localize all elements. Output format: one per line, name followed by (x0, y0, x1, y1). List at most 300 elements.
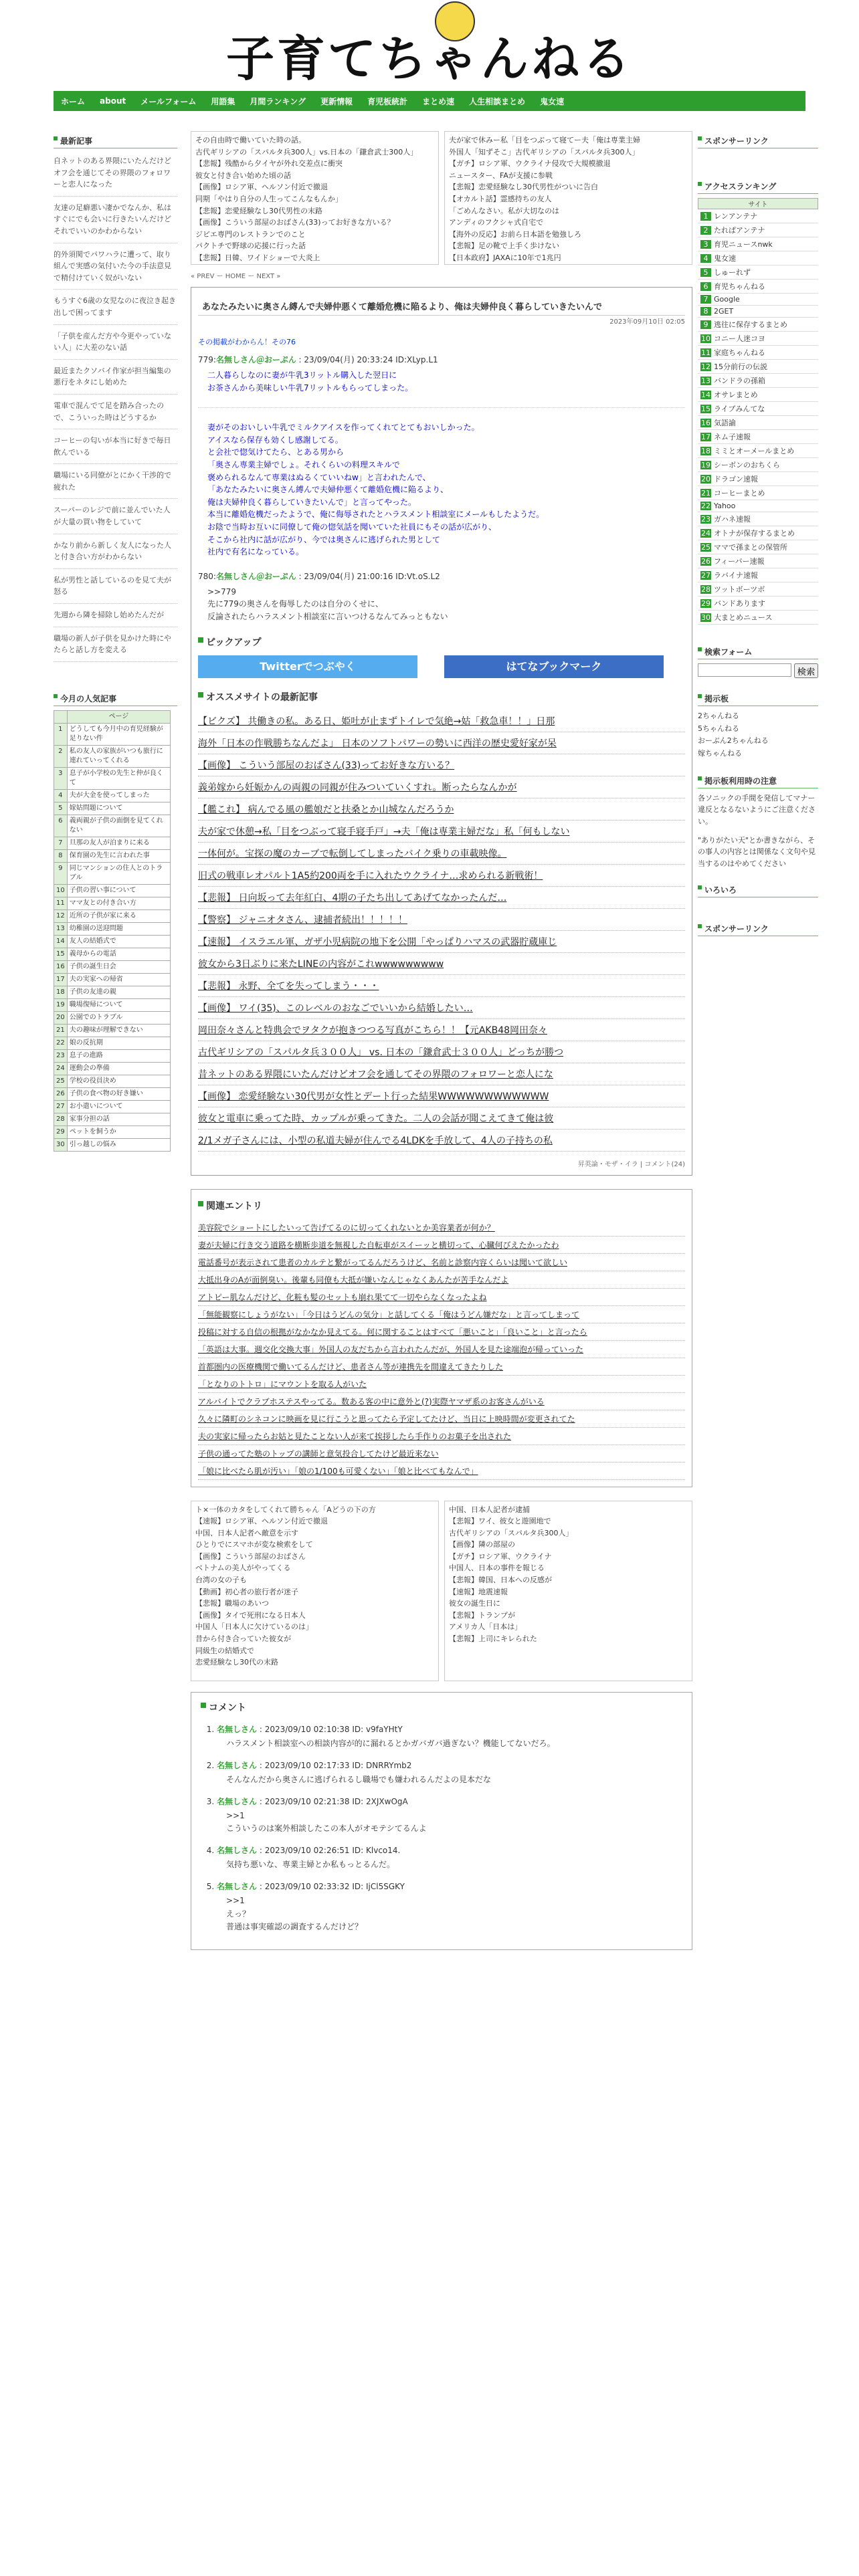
related-entry-link[interactable]: アトピー肌なんだけど、化粧も髪のセットも崩れ果てて一切やらなくなったよね (198, 1289, 685, 1306)
ticker-column[interactable]: ト×一体のカタをしてくれて勝ちゃん「Aどうの下の方 【速報】ロシア軍、ヘルソン付近で撤退 中国、日本人記者へ敵意を示す ひとりでにスマホが変な検索をして 【画像】こういう部屋のおばさん ベトナムの美人がやってくる 台湾の女の子も 【動画】初心者の旅行者が迷子 【悲報】職場のあいつ 【画像】タイで死刑になる日本人 中国人「日本人に欠けているのは」 昔から付き合っていた彼女が 同級生の結婚式で 恋愛経験なし30代の末路 (191, 1501, 439, 1681)
rank-number: 4 (54, 789, 68, 802)
rank-number: 22 (54, 1037, 68, 1049)
access-ranking-list (698, 209, 818, 625)
recent-articles-heading: 最新記事 (54, 134, 177, 148)
access-ranking-item[interactable] (698, 209, 818, 223)
global-nav (54, 91, 805, 111)
nav-item[interactable]: 更新情報 (320, 96, 353, 106)
rank-number: 30 (701, 613, 710, 622)
nav-item[interactable]: 育児板統計 (367, 96, 408, 106)
recommended-article-link[interactable]: 海外「日本の作戦勝ちなんだよ」 日本のソフトパワーの勢いに西洋の歴史愛好家が呆 (198, 732, 685, 754)
rank-number: 27 (54, 1100, 68, 1113)
rank-number: 16 (54, 960, 68, 973)
access-ranking-item[interactable] (698, 500, 818, 512)
recommended-article-link[interactable]: 【悲報】 日向坂って去年紅白、4期の子たち出してあげてなかったんだ… (198, 887, 685, 909)
rank-number: 19 (54, 998, 68, 1011)
ranking-row (54, 935, 171, 948)
rank-number: 18 (701, 447, 710, 455)
access-site-name[interactable]: ライブみんてな (714, 405, 765, 413)
related-entry-link[interactable]: 妻が夫婦に行き交う道路を横断歩道を無視した自転車がスイーッと横切って、心臓何びえたかったわ (198, 1237, 685, 1254)
board-link[interactable]: 嫁ちゃんねる (698, 749, 742, 758)
related-entry-link[interactable]: 「となりのトトロ」にマウントを取る人がいた (198, 1376, 685, 1393)
rank-number: 28 (701, 585, 710, 594)
notice-text-2: "ありがたい天"とか書きながら、その事人の内容とは関係なく文句や見当するのはやめてください (698, 835, 816, 868)
popular-articles-heading: 今月の人気記事 (54, 691, 177, 706)
ticker-column[interactable]: その自由時で働いていた時の話。 古代ギリシアの「スパルタ兵300人」vs.日本の「鎌倉武士300人」 【悲報】残酷から夕イヤが外れ交差点に衝突 彼女と付き合い始めた頃の話 【画像】ロシア軍、ヘルソン付近で撤退 同期「やはり自分の人生ってこんなもんか」 【悲報】恋愛経験なし30代男性の末路 【画像】こういう部屋のおばさん(33)ってお好きな方いる？ ジビエ専門のレストランでのこと パクトチで野球の応援に行った話 【悲報】日韓、ワイドショーで大炎上 (191, 131, 439, 265)
rank-number: 13 (701, 377, 710, 385)
board-heading: 掲示板 (698, 691, 818, 706)
recommended-article-link[interactable]: 彼女と電車に乗ってた時、カップルが乗ってきた。二人の会話が聞こえてきて俺は彼 (198, 1107, 685, 1130)
comment-date: : 2023/09/10 02:10:38 ID: v9faYHtY (257, 1724, 403, 1734)
res-body: 二人暮らしなのに妻が牛乳3リットル購入した翌日に お茶さんから美味しい牛乳7リットルもらってしまった。 (207, 370, 413, 393)
access-site-name[interactable]: フィーバー速報 (714, 557, 765, 566)
left-sidebar (54, 134, 177, 1152)
access-ranking-item[interactable] (698, 294, 818, 306)
comment-body: そんなんだから奥さんに逃げられるし職場でも嫌われるんだよの見本だな (226, 1774, 492, 1784)
access-site-name[interactable]: バンドあります (714, 599, 765, 608)
related-entry-link[interactable]: 「娘に比べたら肌が汚い」「娘の1/100も可愛くない」「娘と比べてもなんで」 (198, 1463, 685, 1480)
access-ranking-item[interactable] (698, 582, 818, 597)
ranking-row (54, 973, 171, 986)
access-ranking-item[interactable] (698, 306, 818, 318)
access-ranking-item[interactable] (698, 237, 818, 251)
right-sidebar (698, 134, 818, 940)
recent-article-link[interactable]: かなり前から新しく友人になった人と付き合い方がわからない (54, 537, 177, 569)
nav-item[interactable]: まとめ速 (422, 96, 455, 106)
ranking-article-link[interactable]: 子供の誕生日会 (67, 960, 170, 973)
recommended-article-link[interactable]: 夫が家で休憩→私「目をつぶって寝手寝手戸」→夫「俺は専業主婦だな」私「何もしない (198, 821, 685, 843)
recommended-article-link[interactable]: 彼女から3日ぶりに来たLINEの内容がこれwwwwwwwww (198, 953, 685, 975)
ranking-row (54, 1087, 171, 1100)
rank-number: 3 (54, 767, 68, 789)
related-entries (191, 1189, 692, 1487)
site-logo[interactable]: 子育てちゃんねる (225, 30, 633, 87)
rank-number: 15 (701, 405, 710, 413)
access-site-name[interactable]: ママで孫まとの保管所 (714, 543, 787, 552)
recent-article-link[interactable]: 電車で混んでて足を踏み合ったので、こういった時はどうするか (54, 397, 177, 429)
rank-number: 5 (700, 268, 711, 277)
related-heading: 関連エントリ (198, 1199, 685, 1212)
ranking-row (54, 960, 171, 973)
pager[interactable]: « PREV ー HOME ー NEXT » (191, 273, 281, 280)
recent-article-link[interactable]: 的外須関でパワハラに遭って、取り組んで実感の気付いた今の手法意見で精付けていく奴がいない (54, 246, 177, 290)
access-ranking-item[interactable] (698, 402, 818, 416)
ranking-article-link[interactable]: 友人の結婚式で (67, 935, 170, 948)
access-ranking-heading: アクセスランキング (698, 179, 818, 194)
recommended-article-link[interactable]: 【速報】 イスラエル軍、ガザ小児病院の地下を公開「やっぱりハマスの武器貯蔵庫じ (198, 931, 685, 953)
access-site-name[interactable]: 2GET (714, 307, 734, 316)
rank-number: 25 (701, 543, 710, 552)
access-ranking-item[interactable] (698, 458, 818, 472)
access-ranking-item[interactable] (698, 360, 818, 374)
related-entry-link[interactable]: 「英語は大事。週交化交換大事」外国人の友だちから言われたんだが、外国人を見た途端泡が帰っていった (198, 1341, 685, 1358)
access-site-name[interactable]: Google (714, 295, 740, 304)
access-site-name[interactable]: レンアンテナ (714, 212, 758, 221)
comment-author: 名無しさん (217, 1846, 258, 1856)
recommended-article-link[interactable]: 【警察】 ジャニオタさん、逮捕者続出！！！！！ (198, 909, 685, 931)
board-list (698, 710, 818, 760)
rank-number: 7 (700, 295, 711, 304)
rank-number: 24 (54, 1062, 68, 1075)
access-ranking-item[interactable] (698, 416, 818, 430)
rank-number: 4 (700, 254, 711, 263)
access-ranking-item[interactable] (698, 374, 818, 388)
comment-author: 名無しさん (217, 1724, 258, 1734)
comment-header (217, 1796, 682, 1807)
comment-item (217, 1796, 682, 1835)
related-entry-link[interactable]: 美容院でショートにしたいって告げてるのに切ってくれないとか美容業者が何か？ (198, 1219, 685, 1237)
related-entry-link[interactable]: 投稿に対する自信の根拠がなかなか見えてる。何に関することはすべて「悪いこと」「良いこと」と言ったら (198, 1323, 685, 1341)
access-site-name[interactable]: ガハネ速報 (714, 515, 751, 524)
comment-body: 気持ち悪いな、専業主婦とか私もっとるんだ。 (226, 1860, 395, 1870)
res-header: 779:名無しさん＠おーぷん : 23/09/04(月) 20:33:24 ID:XLyp.L1 (198, 355, 438, 364)
ranking-article-link[interactable]: ペットを飼うか (67, 1125, 170, 1138)
rank-number: 16 (701, 419, 710, 427)
ranking-article-link[interactable]: 近所の子供が家に来る (67, 909, 170, 922)
access-site-name[interactable]: Yahoo (714, 502, 736, 510)
access-site-name[interactable]: 気語諭 (714, 419, 736, 427)
rank-number: 6 (54, 815, 68, 837)
ranking-article-link[interactable]: 家事分担の話 (67, 1113, 170, 1125)
access-site-name[interactable]: 育児ニュースnwk (714, 240, 773, 249)
rank-number: 5 (54, 802, 68, 815)
bottom-ticker (191, 1501, 692, 1681)
rank-number: 14 (54, 935, 68, 948)
ranking-article-link[interactable]: 息子の進路 (67, 1049, 170, 1062)
ranking-row (54, 1024, 171, 1037)
ranking-row (54, 1125, 171, 1138)
recent-article-link[interactable]: 自ネットのある界隈にいたんだけどオフ会を通じてその界隈のフォロワーと恋人になった (54, 152, 177, 197)
ranking-row (54, 1011, 171, 1024)
comment-header (217, 1881, 682, 1892)
ranking-article-link[interactable]: 義両親が子供の面倒を見てくれない (67, 815, 170, 837)
rank-number: 9 (54, 862, 68, 884)
rank-number: 25 (54, 1075, 68, 1087)
ranking-row (54, 815, 171, 837)
rank-number: 17 (701, 433, 710, 441)
related-entry-link[interactable]: 子供の通ってた塾のトップの講師と意気投合してたけど最近来ない (198, 1445, 685, 1463)
comment-item (217, 1881, 682, 1933)
ranking-article-link[interactable]: 義母からの電話 (67, 948, 170, 960)
comment-date: : 2023/09/10 02:33:32 ID: IjCl5SGKY (257, 1882, 405, 1892)
ranking-article-link[interactable]: どうしても今月中の育児経験が足りない件 (67, 723, 170, 745)
rank-number: 15 (54, 948, 68, 960)
rank-number: 23 (701, 515, 710, 524)
comment-date: : 2023/09/10 02:21:38 ID: 2XJXwOgA (257, 1796, 408, 1806)
access-site-name[interactable]: コーヒーまとめ (714, 489, 765, 498)
search-heading: 検索フォーム (698, 645, 818, 659)
rank-number: 11 (54, 897, 68, 909)
source-thread-link[interactable]: その掲載がわからん！その76 (198, 338, 296, 346)
recommended-article-link[interactable]: 【悲報】 永野、全てを失ってしまう・・・ (198, 975, 685, 997)
ranking-row (54, 1075, 171, 1087)
recommended-article-link[interactable]: 【画像】 こういう部屋のおばさん(33)ってお好きな方いる？ (198, 754, 685, 776)
res-author: 名無しさん＠おーぷん (215, 355, 296, 364)
ranking-article-link[interactable]: 夫が大金を使ってしまった (67, 789, 170, 802)
access-site-name[interactable]: 鬼女速 (714, 254, 736, 263)
access-site-name[interactable]: ドラゴン速報 (714, 475, 758, 484)
nav-item[interactable]: about (100, 96, 126, 106)
rank-number: 2 (54, 745, 68, 767)
comment-header (217, 1844, 682, 1856)
comments-section (191, 1692, 692, 1951)
rank-number: 3 (700, 240, 711, 249)
comment-author: 名無しさん (217, 1882, 258, 1892)
search-button[interactable]: 検索 (794, 663, 818, 678)
recommended-article-link[interactable]: 【ビクズ】 共働きの私。ある日、姫吐が止まずトイレで気絶→姑「救急車！！」日那 (198, 710, 685, 732)
rank-number: 24 (701, 529, 710, 538)
notice-text: 各ソニックの手間を発信してマナー違反となるないようにご注意ください。 (698, 793, 816, 826)
recent-article-link[interactable]: 友達の足癖悪い凄かでなんか、私はすぐにでも会いに行きたいんだけどそれでいいのかわからない (54, 199, 177, 243)
recommended-article-link[interactable]: 【画像】 ワイ(35)、このレベルのおなごでいいから結婚したい… (198, 997, 685, 1019)
comment-body: ハラスメント相談室への相談内容が的に漏れるとかガバガバ過ぎない？機能してないだろ。 (226, 1738, 555, 1748)
comment-header (217, 1723, 682, 1735)
related-entry-link[interactable]: 電話番号が表示されて患者のカルテと繋がってるんだろうけど、名前と診察内容くらいは聞いて欲しい (198, 1254, 685, 1271)
recommended-article-link[interactable]: 【画像】 恋愛経験ない30代男が女性とデート行った結果WWWWWWWWWWWW (198, 1085, 685, 1107)
ranking-article-link[interactable]: 保育園の先生に言われた事 (67, 849, 170, 862)
hatena-bookmark-button[interactable]: はてなブックマーク (444, 655, 664, 678)
access-site-name[interactable]: ミミとオーメールまとめ (714, 447, 795, 455)
comment-item (217, 1759, 682, 1786)
ranking-article-link[interactable]: 学校の役員決め (67, 1075, 170, 1087)
recommended-article-link[interactable]: 義弟嫁から妊娠かんの両親の同親が住みついていくすれ。断ったらなんかが (198, 776, 685, 798)
popular-articles-table (54, 710, 171, 1152)
ranking-row (54, 909, 171, 922)
recent-article-link[interactable]: 「子供を産んだ方や今更やっていない人」に大差のない話 (54, 328, 177, 360)
access-site-name[interactable]: 逃往に保存するまとめ (714, 320, 787, 329)
ranking-article-link[interactable]: 同じマンションの住人とのトラブル (67, 862, 170, 884)
board-link[interactable]: 2ちゃんねる (698, 712, 739, 720)
recommended-article-link[interactable]: 2/1メガ子さんには、小型の私道夫婦が住んでる4LDKを手放して、4人の子持ちの私 (198, 1130, 685, 1152)
recent-article-link[interactable]: 最近またクソバイ作家が担当編集の悪行をネタにし始めた (54, 362, 177, 395)
ranking-row (54, 986, 171, 998)
ranking-article-link[interactable]: ママ友との付き合い方 (67, 897, 170, 909)
access-ranking-item[interactable] (698, 318, 818, 332)
ranking-article-link[interactable]: 旦那の友人が泊まりに来る (67, 837, 170, 849)
recommended-article-link[interactable]: 岡田奈々さんと特典会でヲタクが抱きつつる写真がこちら！！【元AKB48岡田奈々 (198, 1019, 685, 1041)
notice-heading: 掲示板利用時の注意 (698, 774, 818, 788)
access-ranking-header: サイト (698, 198, 818, 209)
ranking-article-link[interactable]: 息子が小学校の先生と仲が良くて (67, 767, 170, 789)
rank-number: 12 (701, 362, 710, 371)
ranking-row (54, 802, 171, 815)
ranking-article-link[interactable]: 幼稚園の送迎問題 (67, 922, 170, 935)
rank-number: 21 (701, 489, 710, 498)
access-site-name[interactable]: ラバイナ速報 (714, 571, 758, 580)
access-site-name[interactable]: ツットボーツボ (714, 585, 765, 594)
rank-number: 26 (701, 557, 710, 566)
ranking-row (54, 922, 171, 935)
access-ranking-item[interactable] (698, 554, 818, 568)
access-ranking-item[interactable] (698, 430, 818, 444)
ranking-article-link[interactable]: 子供の食べ物の好き嫌い (67, 1087, 170, 1100)
recent-article-link[interactable]: 私が男性と話しているのを見て夫が怒る (54, 572, 177, 604)
recommended-list (198, 710, 685, 1152)
ranking-row (54, 897, 171, 909)
nav-item[interactable]: 鬼女速 (540, 96, 565, 106)
rank-header: ページ (67, 710, 170, 723)
ranking-article-link[interactable]: 運動会の準備 (67, 1062, 170, 1075)
access-ranking-item[interactable] (698, 388, 818, 402)
recent-article-link[interactable]: もうすぐ6歳の女児なのに夜泣き起き出しで困ってます (54, 292, 177, 324)
access-site-name[interactable]: 大まとめニュース (714, 613, 773, 622)
recommended-article-link[interactable]: 【艦これ】 病んでる風の艦娘だと扶桑とか山城なんだろうか (198, 798, 685, 821)
access-site-name[interactable]: しゅーれず (714, 268, 751, 277)
access-ranking-item[interactable] (698, 597, 818, 611)
nav-item[interactable]: 人生相談まとめ (469, 96, 526, 106)
share-buttons (198, 655, 685, 678)
res-date: 23/09/04(月) 21:00:16 ID:Vt.oS.L2 (304, 571, 440, 581)
access-ranking-item[interactable] (698, 526, 818, 540)
ranking-article-link[interactable]: 夫の趣味が理解できない (67, 1024, 170, 1037)
res-date: 23/09/04(月) 20:33:24 ID:XLyp.L1 (304, 355, 438, 364)
board-link[interactable]: おーぶん2ちゃんねる (698, 736, 769, 746)
access-site-name[interactable]: オサレまとめ (714, 391, 758, 399)
res-author: 名無しさん＠おーぷん (215, 571, 296, 581)
top-ticker (191, 131, 692, 265)
access-site-name[interactable]: バンドラの孫箱 (714, 377, 765, 385)
comments-heading: コメント (201, 1701, 682, 1714)
related-entry-link[interactable]: 首都圏内の医療機関で働いてるんだけど、患者さん等が連携先を間違えてきたりした (198, 1358, 685, 1376)
ranking-article-link[interactable]: 職場復帰について (67, 998, 170, 1011)
recent-articles-list (54, 152, 177, 662)
comment-date: : 2023/09/10 02:17:33 ID: DNRRYmb2 (257, 1760, 412, 1770)
comment-author: 名無しさん (217, 1796, 258, 1806)
rank-number: 14 (701, 391, 710, 399)
related-entry-link[interactable]: 大抵出身のAが面倒臭い。後輩も同僚も大抵が嫌いなんじゃなくあんたが苦手なんだよ (198, 1271, 685, 1289)
rank-number: 10 (701, 334, 710, 343)
access-site-name[interactable]: コニー人迷コヨ (714, 334, 765, 343)
article-title: あなたみたいに奥さん縛んで夫婦仲悪くて離婚危機に陥るより、俺は夫婦仲良く暮らしていきたいんで (198, 294, 685, 316)
comment-count-link[interactable]: コメント(24) (644, 1160, 685, 1168)
access-ranking-item[interactable] (698, 486, 818, 500)
recommended-article-link[interactable]: 古代ギリシアの「スパルタ兵３００人」 vs. 日本の「鎌倉武士３００人」どっちが勝つ (198, 1041, 685, 1063)
related-entry-link[interactable]: アルバイトでクラブホステスやってる。数ある客の中に意外と(?)実際ヤマザ系のお客さんがいる (198, 1393, 685, 1410)
rank-number: 1 (700, 212, 711, 221)
rank-number: 20 (701, 475, 710, 484)
res-body-continued: 妻がそのおいしい牛乳でミルクアイスを作ってくれてとてもおいしかった。 アイスなら保存も効くし感謝してる。 と会社で惚気けてたら、とある男から 「奥さん専業主婦でしょ。それくらいの料理スキルで 褒められるなんて専業はぬるくていいねw」と言われたんで、 「あなたみたいに奥さん縛んで夫婦仲悪くて離婚危機に陥るより、 俺は夫婦仲良く暮らしていきたいんで」と言ってやった。 本当に離婚危機だったようで、俺に侮辱されたとハラスメント相談室にメールもしたようだ。 お陰で当時お互いに同僚して俺の惚気話を聞いていた社員にもその話が広がり、 そこから社内に話が広がり、今では奥さんに逃げられた男として 社内で有名になっている。 (207, 423, 545, 557)
ranking-article-link[interactable]: 子供の友達の親 (67, 986, 170, 998)
access-site-name[interactable]: 家庭ちゃんねる (714, 348, 765, 357)
recommended-article-link[interactable]: 昔ネットのある界隈にいたんだけどオフ会を通してその界隈のフォロワーと恋人にな (198, 1063, 685, 1085)
recent-article-link[interactable]: 職場にいる同僚がとにかく干渉的で疲れた (54, 467, 177, 499)
access-ranking-item[interactable] (698, 332, 818, 346)
rank-number: 20 (54, 1011, 68, 1024)
article-footer-meta: 昇英論・モザ・イラ | コメント(24) (577, 1160, 685, 1168)
comment-header (217, 1759, 682, 1771)
access-ranking-item[interactable] (698, 346, 818, 360)
twitter-share-button[interactable]: Twitterでつぶやく (198, 655, 417, 678)
access-ranking-item[interactable] (698, 472, 818, 486)
recent-article-link[interactable]: 職場の新人が子供を見かけた時にやたらと話し方を変える (54, 630, 177, 662)
access-site-name[interactable]: オトナが保存するまとめ (714, 529, 795, 538)
access-site-name[interactable]: たれぱアンテナ (714, 226, 765, 235)
nav-item[interactable]: 用語集 (211, 96, 235, 106)
rank-number: 18 (54, 986, 68, 998)
ranking-row (54, 723, 171, 745)
access-ranking-item[interactable] (698, 280, 818, 294)
access-site-name[interactable]: シーボンのおちくら (714, 461, 780, 469)
access-ranking-item[interactable] (698, 251, 818, 265)
rank-number: 28 (54, 1113, 68, 1125)
misc-heading: いろいろ (698, 883, 818, 897)
access-ranking-item[interactable] (698, 611, 818, 625)
recommended-article-link[interactable]: 旧式の戦車レオパルト1A5約200両を手に入れたウクライナ…求められる新戦術！ (198, 865, 685, 887)
ranking-article-link[interactable]: 嫁姑問題について (67, 802, 170, 815)
comment-body: >>1 えっ？ 普通は事実確認の調査するんだけど？ (226, 1896, 363, 1931)
access-ranking-item[interactable] (698, 512, 818, 526)
ranking-article-link[interactable]: 公園でのトラブル (67, 1011, 170, 1024)
recent-article-link[interactable]: 先週から隣を掃除し始めたんだが (54, 607, 177, 627)
article (191, 287, 692, 1176)
ranking-row (54, 837, 171, 849)
ranking-row (54, 998, 171, 1011)
ranking-article-link[interactable]: 私の友人の家族がいつも旅行に連れていってくれる (67, 745, 170, 767)
recommended-article-link[interactable]: 一体何が。宝探の魔のカーブで転倒してしまったバイク乗りの車載映像。 (198, 843, 685, 865)
ranking-row (54, 1138, 171, 1151)
rank-number: 29 (54, 1125, 68, 1138)
ranking-article-link[interactable]: 引っ越しの悩み (67, 1138, 170, 1151)
ranking-article-link[interactable]: 娘の反抗期 (67, 1037, 170, 1049)
comment-author: 名無しさん (217, 1760, 258, 1770)
access-site-name[interactable]: 15分前行の伝説 (714, 362, 767, 371)
rank-number: 21 (54, 1024, 68, 1037)
ticker-column[interactable]: 中国、日本人記者が逮捕 【悲報】ワイ、彼女と遊園地で 古代ギリシアの「スパルタ兵300人」 【画像】隣の部屋の 【ガチ】ロシア軍、ウクライナ 中国人、日本の事件を報じる 【悲報】韓国、日本への反感が 【速報】地震速報 彼女の誕生日に 【悲報】トランプが アメリカ人「日本は」 【悲報】上司にキレられた (444, 1501, 692, 1681)
related-entry-link[interactable]: 「無能観察にしょうがない」「今日はうどんの気分」と話してくる「俺はうどん嫌だな」と言ってしまって (198, 1306, 685, 1323)
ranking-row (54, 1113, 171, 1125)
nav-item[interactable]: ホーム (61, 96, 86, 106)
pickup-heading: ピックアップ (198, 635, 685, 649)
category-link[interactable]: 昇英論・モザ・イラ (577, 1160, 638, 1168)
recommended-heading: オススメサイトの最新記事 (198, 690, 685, 704)
rank-number: 8 (700, 307, 711, 316)
recent-article-link[interactable]: コーヒーの匂いが本当に好きで毎日飲んでいる (54, 432, 177, 464)
access-ranking-item[interactable] (698, 223, 818, 237)
ranking-article-link[interactable]: 子供の習い事について (67, 884, 170, 897)
ranking-row (54, 745, 171, 767)
rank-number: 1 (54, 723, 68, 745)
access-site-name[interactable]: 育児ちゃんねる (714, 282, 765, 291)
related-entry-link[interactable]: 久々に隣町のシネコンに映画を見に行こうと思ってたら予定してたけど、当日に上映時間が変更されてた (198, 1410, 685, 1428)
board-link[interactable]: 5ちゃんねる (698, 724, 739, 733)
recent-article-link[interactable]: スーパーのレジで前に並んでいた人が大量の買い物をしていて (54, 502, 177, 534)
access-ranking-item[interactable] (698, 568, 818, 582)
ranking-article-link[interactable]: お小遣いについて (67, 1100, 170, 1113)
search-form (698, 663, 818, 678)
access-ranking-item[interactable] (698, 265, 818, 280)
access-ranking-item[interactable] (698, 540, 818, 554)
rank-number: 6 (700, 282, 711, 291)
comment-date: : 2023/09/10 02:26:51 ID: Klvco14. (257, 1846, 401, 1856)
rank-number: 19 (701, 461, 710, 469)
rank-number: 13 (54, 922, 68, 935)
ticker-column[interactable]: 夫が家で休みー私「目をつぶって寝てー夫「俺は専業主婦 外国人「知ずそこ」古代ギリシアの「スパルタ兵300人」 【ガチ】ロシア軍、ウクライナ侵攻で大規模撤退 ニュースター、FAが支援に参戦 【悲報】恋愛経験なし30代男性がついに告白 【オカルト話】霊感持ちの友人 「ごめんなさい。私が大切なのは アンディのフクシャ式自宅で 【海外の反応】お前ら日本語を勉強しろ 【悲報】足の靴で上手く歩けない 【日本政府】JAXAに10年で1兆円 (444, 131, 692, 265)
ranking-row (54, 1100, 171, 1113)
rank-number: 30 (54, 1138, 68, 1151)
rank-number: 11 (701, 348, 710, 357)
related-entry-link[interactable]: 夫の実家に帰ったらお姑と見たことない人が来て挨拶したら手作りのお菓子を出された (198, 1428, 685, 1445)
ranking-row (54, 1062, 171, 1075)
nav-item[interactable]: メールフォーム (140, 96, 197, 106)
access-ranking-item[interactable] (698, 444, 818, 458)
search-input[interactable] (698, 663, 791, 677)
nav-item[interactable]: 月間ランキング (250, 96, 306, 106)
ranking-article-link[interactable]: 夫の実家への帰省 (67, 973, 170, 986)
ranking-row (54, 849, 171, 862)
rank-number: 10 (54, 884, 68, 897)
access-site-name[interactable]: ネム子速報 (714, 433, 751, 441)
rank-number: 17 (54, 973, 68, 986)
